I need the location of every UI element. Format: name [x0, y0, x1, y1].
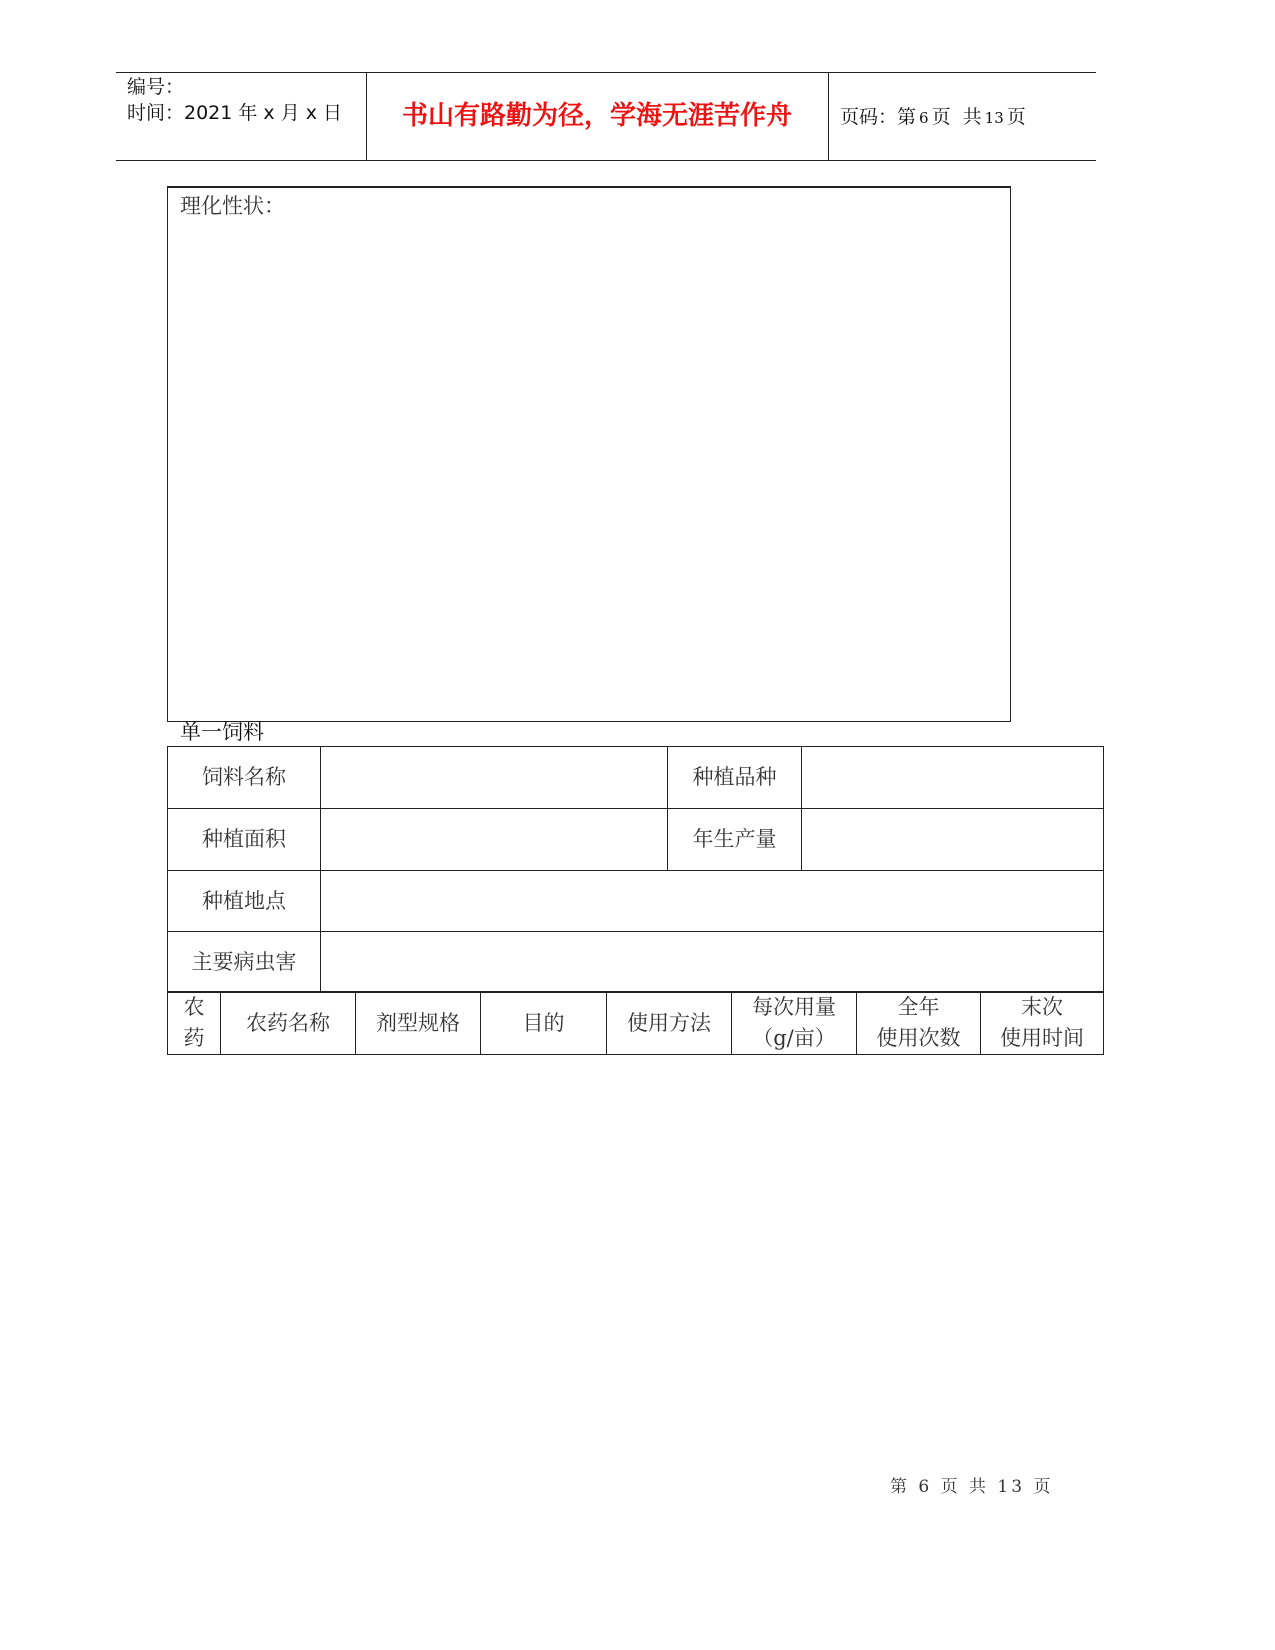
purpose-header: 目的 [481, 992, 607, 1055]
location-value [321, 871, 1104, 932]
last-use-header: 末次 使用时间 [981, 992, 1104, 1055]
page-middle: 页 共 [931, 106, 982, 128]
method-header: 使用方法 [607, 992, 732, 1055]
formulation-header: 剂型规格 [356, 992, 481, 1055]
properties-label: 理化性状： [180, 194, 285, 218]
header-page-indicator [840, 105, 1026, 130]
table-row [168, 932, 1104, 993]
section-title: 单一饲料 [180, 720, 264, 744]
feed-name-label: 饲料名称 [168, 747, 321, 809]
pesticide-name-header: 农药名称 [221, 992, 356, 1055]
location-label: 种植地点 [168, 871, 321, 932]
feed-name-value [321, 747, 668, 809]
table-row [168, 747, 1104, 809]
page-prefix: 页码：第 [840, 106, 917, 128]
page-current: 6 [919, 109, 929, 127]
pests-value [321, 932, 1104, 993]
header-top-rule [116, 72, 1096, 73]
table-row [168, 871, 1104, 932]
area-value [321, 809, 668, 871]
pesticide-table [167, 991, 1104, 1055]
dosage-header: 每次用量 （g/亩） [732, 992, 857, 1055]
properties-box [167, 186, 1011, 722]
time-label: 时间：2021 年 x 月 x 日 [127, 102, 343, 124]
variety-label: 种植品种 [668, 747, 802, 809]
pests-label: 主要病虫害 [168, 932, 321, 993]
header-bottom-rule [116, 160, 1096, 161]
annual-times-header: 全年 使用次数 [857, 992, 981, 1055]
page-total: 13 [984, 109, 1004, 127]
footer-page-number: 第 6 页 共 13 页 [890, 1477, 1054, 1497]
table-row [168, 809, 1104, 871]
table-row [168, 992, 1104, 1055]
feed-info-table [167, 746, 1104, 993]
pesticide-row-label: 农 药 [168, 992, 221, 1055]
header-divider-right [828, 72, 829, 160]
variety-value [802, 747, 1104, 809]
area-label: 种植面积 [168, 809, 321, 871]
serial-label: 编号： [127, 76, 185, 98]
annual-output-label: 年生产量 [668, 809, 802, 871]
page-suffix: 页 [1006, 106, 1026, 128]
annual-output-value [802, 809, 1104, 871]
header-motto: 书山有路勤为径，学海无涯苦作舟 [401, 101, 792, 131]
